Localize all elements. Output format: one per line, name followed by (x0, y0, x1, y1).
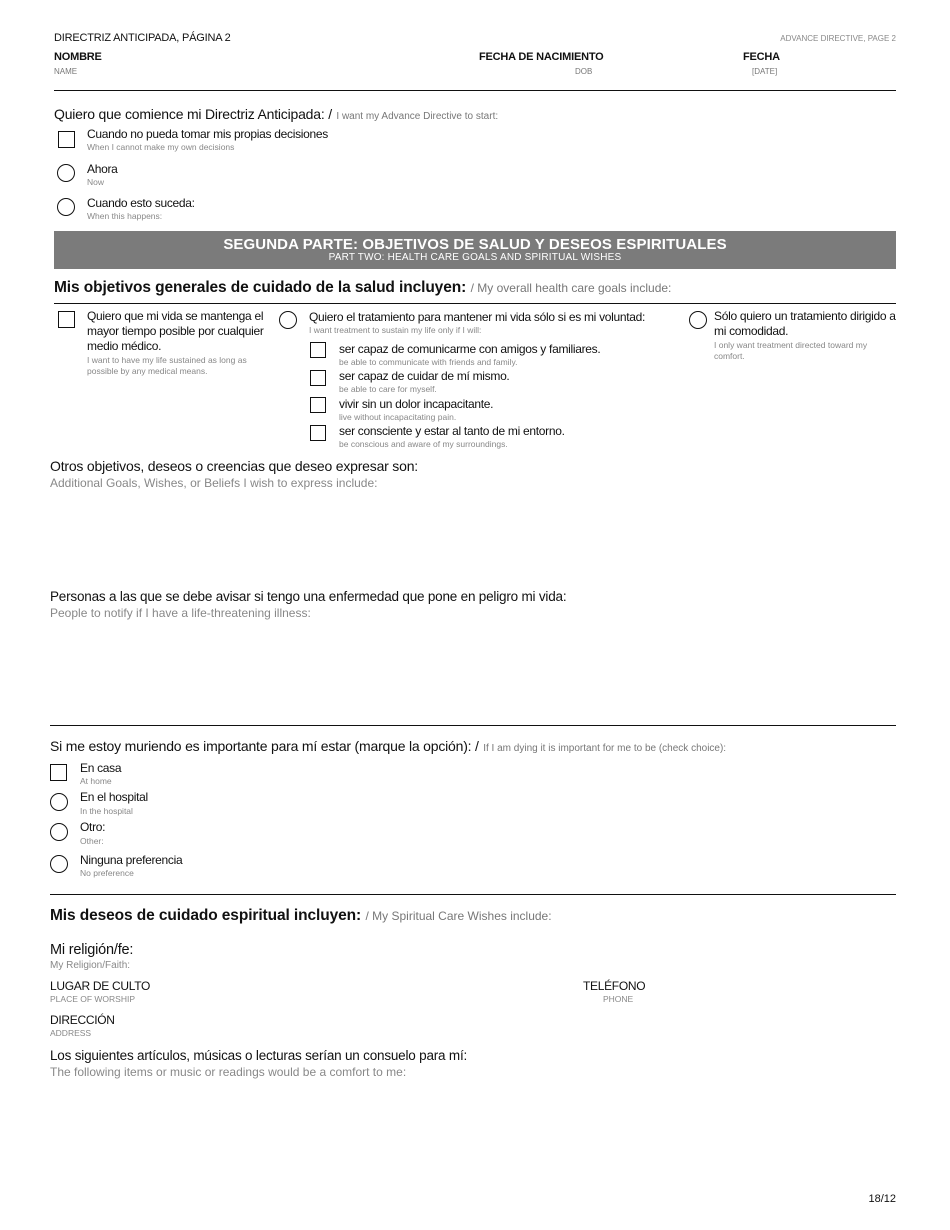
dying-home-sublabel: At home (80, 776, 112, 786)
religion-sublabel: My Religion/Faith: (50, 960, 131, 971)
worship-sublabel: PLACE OF WORSHIP (50, 994, 136, 1004)
dying-other-sublabel: Other: (80, 836, 104, 846)
start-option-1-sublabel: When I cannot make my own decisions (87, 142, 235, 152)
goal-conscious-label: ser consciente y estar al tanto de mi entorno. (339, 424, 565, 438)
notify-label: Personas a las que se debe avisar si tengo una enfermedad que pone en peligro mi vida: (50, 589, 567, 604)
dying-other-label: Otro: (80, 820, 106, 834)
goal-self-care-checkbox[interactable] (310, 370, 326, 386)
dying-no-preference-radio[interactable] (50, 855, 68, 873)
comfort-sublabel: The following items or music or readings would be a comfort to me: (50, 1065, 407, 1079)
goal-communicate-sublabel: be able to communicate with friends and family. (339, 357, 518, 367)
part-two-subtitle: PART TWO: HEALTH CARE GOALS AND SPIRITUAL WISHES (328, 252, 622, 263)
start-when-field[interactable] (190, 196, 890, 220)
goal-comfort-only-label: Sólo quiero un tratamiento dirigido a mi comodidad. (714, 309, 896, 338)
dob-label: FECHA DE NACIMIENTO (479, 51, 604, 63)
page-header-es: DIRECTRIZ ANTICIPADA, PÁGINA 2 (54, 32, 231, 44)
goal-communicate-label: ser capaz de comunicarme con amigos y familiares. (339, 342, 601, 356)
address-sublabel: ADDRESS (50, 1028, 92, 1038)
notify-divider (50, 725, 896, 726)
dying-hospital-label: En el hospital (80, 790, 148, 804)
goal-sustain-life-label: Quiero que mi vida se mantenga el mayor tiempo posible por cualquier medio médico. (87, 309, 264, 353)
part-two-banner (54, 231, 896, 269)
start-option-2-label: Ahora (87, 162, 118, 176)
goal-comfort-only-sublabel: I only want treatment directed toward my comfort. (714, 340, 868, 361)
dying-question: Si me estoy muriendo es importante para mí estar (marque la opción): / If I am dying it is important for me to be (check choice): (50, 738, 727, 754)
notify-sublabel: People to notify if I have a life-threatening illness: (50, 606, 311, 620)
date-sublabel: [DATE] (752, 67, 778, 76)
dying-home-checkbox[interactable] (50, 764, 67, 781)
religion-label: Mi religión/fe: (50, 942, 134, 958)
start-option-1-label: Cuando no pueda tomar mis propias decisiones (87, 127, 328, 141)
goal-conscious-sublabel: be conscious and aware of my surroundings. (339, 439, 508, 449)
other-goals-sublabel: Additional Goals, Wishes, or Beliefs I wish to express include: (50, 476, 378, 490)
goal-conditional-sublabel: I want treatment to sustain my life only if I will: (309, 325, 482, 335)
start-question: Quiero que comience mi Directriz Anticipada: / I want my Advance Directive to start: (54, 106, 499, 122)
comfort-field[interactable] (50, 1084, 896, 1184)
goal-comfort-only-radio[interactable] (689, 311, 707, 329)
goal-no-pain-sublabel: live without incapacitating pain. (339, 412, 457, 422)
worship-label: LUGAR DE CULTO (50, 979, 151, 993)
goals-divider (54, 303, 896, 304)
spiritual-heading: Mis deseos de cuidado espiritual incluyen: / My Spiritual Care Wishes include: (50, 907, 552, 924)
dying-other-field[interactable] (110, 818, 890, 840)
goal-self-care-sublabel: be able to care for myself. (339, 384, 437, 394)
start-option-2-sublabel: Now (87, 177, 105, 187)
start-option-3-label: Cuando esto suceda: (87, 196, 195, 210)
date-label: FECHA (743, 51, 780, 63)
part-two-title: SEGUNDA PARTE: OBJETIVOS DE SALUD Y DESEOS ESPIRITUALES (223, 236, 727, 253)
page-number: 18/12 (868, 1193, 896, 1205)
goal-self-care-label: ser capaz de cuidar de mí mismo. (339, 369, 510, 383)
date-field[interactable] (780, 50, 895, 84)
goal-communicate-checkbox[interactable] (310, 342, 326, 358)
phone-field[interactable] (635, 978, 890, 1004)
phone-label: TELÉFONO (583, 979, 646, 993)
religion-field[interactable] (150, 942, 890, 966)
name-sublabel: NAME (54, 67, 78, 76)
goal-sustain-life-checkbox[interactable] (58, 311, 75, 328)
dying-other-radio[interactable] (50, 823, 68, 841)
dying-no-preference-sublabel: No preference (80, 868, 134, 878)
goal-conditional-label: Quiero el tratamiento para mantener mi vida sólo si es mi voluntad: (309, 310, 646, 324)
other-goals-field[interactable] (50, 494, 896, 584)
goals-heading: Mis objetivos generales de cuidado de la salud incluyen: / My overall health care goals include: (54, 279, 672, 296)
header-divider (54, 90, 896, 91)
address-field[interactable] (110, 1012, 890, 1038)
dob-field[interactable] (595, 50, 735, 84)
dying-home-label: En casa (80, 761, 122, 775)
goal-sustain-life-sublabel: I want to have my life sustained as long as possible by any medical means. (87, 355, 247, 376)
address-label: DIRECCIÓN (50, 1013, 115, 1027)
comfort-label: Los siguientes artículos, músicas o lecturas serían un consuelo para mí: (50, 1048, 468, 1063)
page-header-en: ADVANCE DIRECTIVE, PAGE 2 (780, 34, 896, 43)
goal-no-pain-label: vivir sin un dolor incapacitante. (339, 397, 494, 411)
start-option-cannot-decide-checkbox[interactable] (58, 131, 75, 148)
dying-hospital-radio[interactable] (50, 793, 68, 811)
start-option-3-sublabel: When this happens: (87, 211, 163, 221)
other-goals-label: Otros objetivos, deseos o creencias que deseo expresar son: (50, 458, 418, 474)
goal-conditional-radio[interactable] (279, 311, 297, 329)
dying-divider (50, 894, 896, 895)
dob-sublabel: DOB (575, 67, 593, 76)
dying-no-preference-label: Ninguna preferencia (80, 853, 183, 867)
goal-no-pain-checkbox[interactable] (310, 397, 326, 413)
phone-sublabel: PHONE (603, 994, 634, 1004)
start-option-now-radio[interactable] (57, 164, 75, 182)
goal-conscious-checkbox[interactable] (310, 425, 326, 441)
dying-hospital-sublabel: In the hospital (80, 806, 133, 816)
notify-field[interactable] (50, 624, 896, 720)
name-field[interactable] (110, 50, 470, 84)
worship-field[interactable] (130, 978, 570, 1004)
start-option-when-radio[interactable] (57, 198, 75, 216)
name-label: NOMBRE (54, 51, 102, 63)
